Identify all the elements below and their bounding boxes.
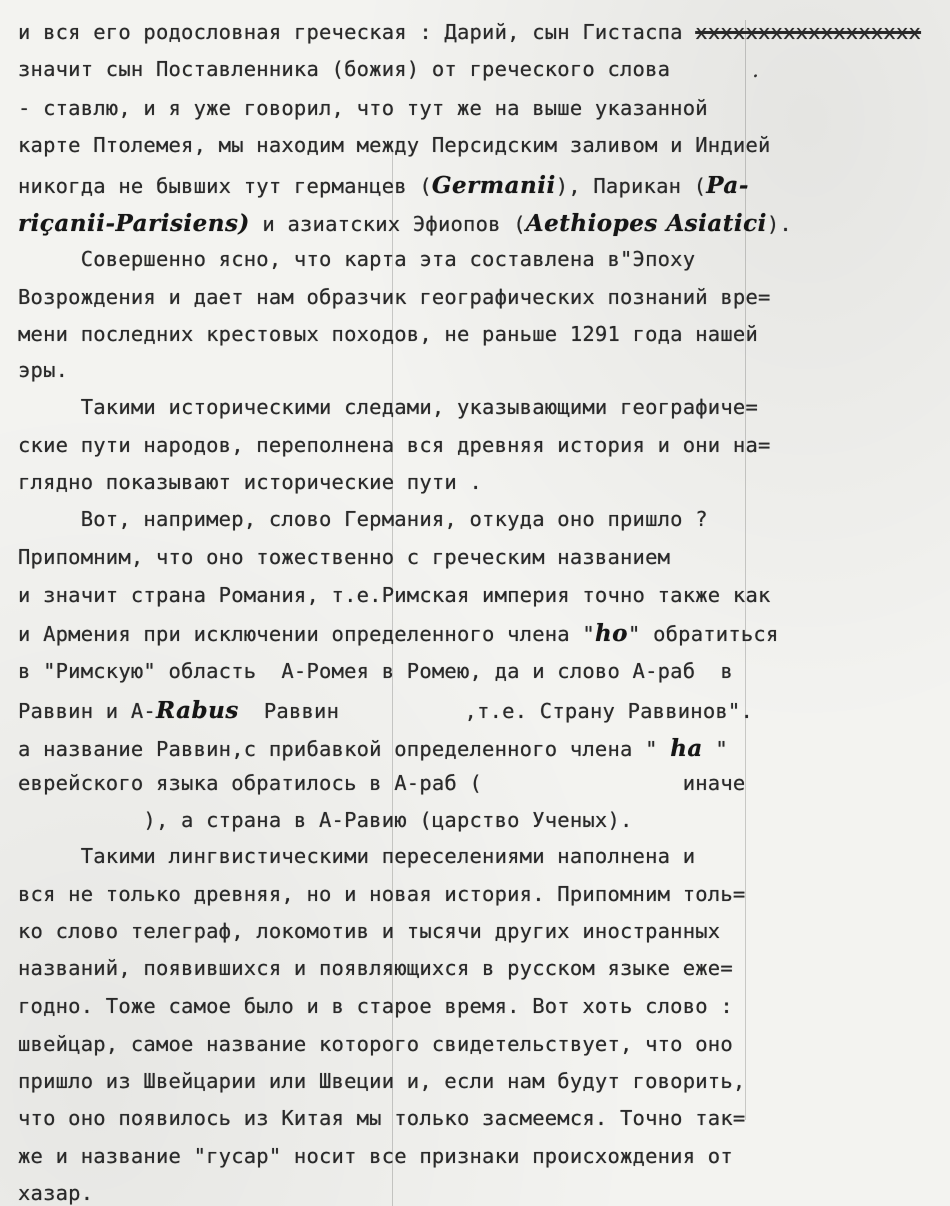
text-line	[18, 96, 708, 120]
text-line	[18, 545, 670, 569]
typed-text: Вот, например, слово Германия, откуда оно пришло ?	[18, 507, 708, 531]
text-line	[18, 247, 695, 271]
handwritten-insert: Aethiopes Asiatici	[525, 210, 767, 237]
text-line	[18, 395, 758, 419]
typed-text: названий, появившихся и появляющихся в русском языке еже=	[18, 956, 733, 980]
text-line	[18, 470, 482, 494]
typed-text: " обратиться	[628, 622, 779, 646]
text-line	[18, 433, 771, 457]
typed-text: "	[702, 737, 728, 761]
typed-text: пришло из Швейцарии или Швеции и, если нам будут говорить,	[18, 1069, 746, 1093]
margin-pencil-mark: .	[752, 58, 759, 83]
text-line	[18, 57, 670, 81]
typed-text: значит сын Поставленника (божия) от греческого слова	[18, 57, 671, 81]
typed-text: глядно показывают исторические пути .	[18, 470, 483, 494]
typed-text: и вся его родословная греческая : Дарий, сын Гистаспа	[18, 20, 696, 44]
text-line	[18, 210, 792, 237]
typed-text: и значит страна Романия, т.е.Римская империя точно также как	[18, 583, 771, 607]
text-line	[18, 20, 921, 44]
text-line	[18, 1032, 733, 1056]
typed-text: годно. Тоже самое было и в старое время. Вот хоть слово :	[18, 994, 733, 1018]
text-line	[18, 697, 753, 724]
text-line	[18, 358, 68, 382]
typed-text: и азиатских Эфиопов (	[249, 212, 526, 236]
text-line	[18, 956, 733, 980]
typed-text: ).	[766, 212, 792, 236]
typed-text: Раввин и А-	[18, 699, 156, 723]
text-line	[18, 919, 720, 943]
typed-text: швейцар, самое название которого свидетельствует, что оно	[18, 1032, 733, 1056]
text-line	[18, 659, 733, 683]
typed-text: Припомним, что оно тожественно с греческим названием	[18, 545, 671, 569]
handwritten-insert: Pa-	[706, 172, 749, 199]
typed-text: карте Птолемея, мы находим между Персидским заливом и Индией	[18, 133, 771, 157]
text-line	[18, 808, 633, 832]
typed-text: Возрождения и дает нам образчик географических познаний вре=	[18, 285, 771, 309]
text-line	[18, 882, 745, 906]
text-line	[18, 1106, 745, 1130]
text-line	[18, 1144, 733, 1168]
handwritten-insert: Rabus	[155, 697, 239, 724]
handwritten-insert: ha	[670, 735, 703, 762]
typed-text: же и название "гусар" носит все признаки происхождения от	[18, 1144, 733, 1168]
typed-text: - ставлю, и я уже говорил, что тут же на выше указанной	[18, 96, 708, 120]
typed-text: Такими историческими следами, указывающими географиче=	[18, 395, 758, 419]
text-line	[18, 172, 749, 199]
text-line	[18, 1069, 745, 1093]
typed-text: ), Парикан (	[555, 174, 707, 198]
text-line	[18, 994, 733, 1018]
typed-text: Раввин ,т.е. Страну Раввинов".	[238, 699, 754, 723]
text-line	[18, 507, 708, 531]
handwritten-insert: ho	[594, 620, 629, 647]
text-line	[18, 583, 771, 607]
text-line	[18, 1181, 93, 1205]
text-line	[18, 620, 779, 647]
struck-out-text: xxxxxxxxxxxxxxxxxx	[695, 20, 922, 44]
typed-text: ко слово телеграф, локомотив и тысячи других иностранных	[18, 919, 721, 943]
typed-text: что оно появилось из Китая мы только засмеемся. Точно так=	[18, 1106, 746, 1130]
text-line	[18, 133, 771, 157]
typed-text: мени последних крестовых походов, не раньше 1291 года нашей	[18, 322, 758, 346]
typed-text: в "Римскую" область А-Ромея в Ромею, да и слово А-раб в	[18, 659, 733, 683]
text-line	[18, 844, 695, 868]
typed-text: вся не только древняя, но и новая история. Припомним толь=	[18, 882, 746, 906]
text-line	[18, 322, 758, 346]
typed-text: а название Раввин,с прибавкой определенного члена "	[18, 737, 671, 761]
typed-text: никогда не бывших тут германцев (	[18, 174, 432, 198]
handwritten-insert: Germanii	[431, 172, 556, 199]
typed-text: Такими лингвистическими переселениями наполнена и	[18, 844, 696, 868]
typed-text: Совершенно ясно, что карта эта составлена в"Эпоху	[18, 247, 696, 271]
text-line	[18, 735, 728, 762]
typed-text: и Армения при исключении определенного члена "	[18, 622, 595, 646]
text-line	[18, 771, 745, 795]
typed-text: эры.	[18, 358, 69, 382]
typed-text: ские пути народов, переполнена вся древняя история и они на=	[18, 433, 771, 457]
typed-text: ), а страна в А-Равию (царство Ученых).	[18, 808, 633, 832]
text-line	[18, 285, 771, 309]
handwritten-insert: riçanii-Parisiens)	[18, 210, 250, 237]
typed-text: хазар.	[18, 1181, 94, 1205]
typed-text: еврейского языка обратилось в А-раб ( иначе	[18, 771, 746, 795]
